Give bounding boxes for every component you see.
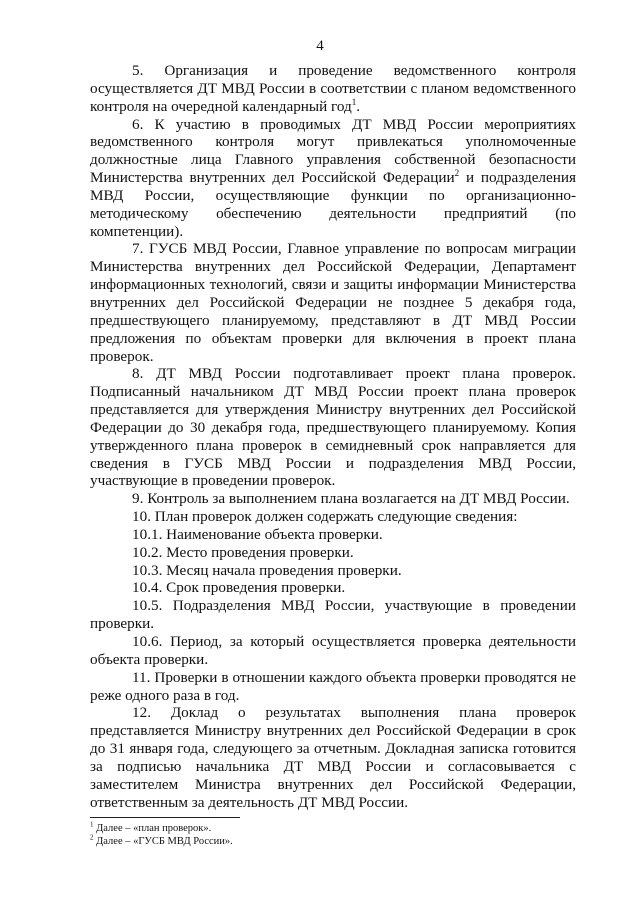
page-number: 4: [316, 38, 324, 54]
footnote-ref-2: 2: [454, 168, 460, 178]
footnote-divider: [90, 817, 240, 818]
paragraph-10-4: 10.4. Срок проведения проверки.: [132, 579, 346, 597]
footnotes: [90, 822, 576, 848]
paragraph-10-2: 10.2. Место проведения проверки.: [132, 543, 354, 561]
paragraph-7: 7. ГУСБ МВД России, Главное управление по вопросам миграции Министерства внутренних дел Российской Федерации, Департамент информационных технологий, связи и защиты информации Министерства внутренних дел Российской Федерации не позднее 5 декабря года, предшествующего планируемому, представляют в ДТ МВД России предложения по объектам проверки для включения в проект плана проверок.: [90, 240, 576, 365]
paragraph-8: 8. ДТ МВД России подготавливает проект плана проверок. Подписанный начальником ДТ МВД России проект плана проверок представляется для утверждения Министру внутренних дел Российской Федерации до 30 декабря года, предшествующего планируемому. Копия утвержденного плана проверок в семидневный срок направляется для сведения в ГУСБ МВД России и подразделения МВД России, участвующие в проведении проверок.: [90, 365, 576, 490]
footnote-ref-1: 1: [351, 96, 357, 107]
paragraph-10-5: 10.5. Подразделения МВД России, участвующие в проведении проверки.: [90, 597, 576, 633]
paragraph-10-1: 10.1. Наименование объекта проверки.: [132, 525, 383, 543]
paragraph-6: 6. К участию в проводимых ДТ МВД России мероприятиях ведомственного контроля могут привлекаться уполномоченные должностные лица Главного управления собственной безопасности Министерства внутренних дел Российской Федерации$^2$ и подразделения МВД России, осуществляющие функции по организационно-методическому обеспечению деятельности предприятий (по компетенции).: [90, 115, 576, 240]
paragraph-9: 9. Контроль за выполнением плана возлагается на ДТ МВД России.: [132, 490, 570, 508]
footnote-1: $^1$ Далее – «план проверок».: [90, 820, 212, 834]
paragraph-10-6: 10.6. Период, за который осуществляется проверка деятельности объекта проверки.: [90, 633, 576, 668]
document-body: [90, 62, 576, 811]
paragraph-12: 12. Доклад о результатах выполнения плана проверок представляется Министру внутренних дел Российской Федерации в срок до 31 января года, следующего за отчетным. Докладная записка готовится за подписью начальника ДТ МВД России и согласовывается с заместителем Министра внутренних дел Российской Федерации, ответственным за деятельность ДТ МВД России.: [90, 704, 576, 811]
paragraph-5: 5. Организация и проведение ведомственного контроля осуществляется ДТ МВД России в соответствии с планом ведомственного контроля на очередной календарный год$^1$.: [90, 62, 576, 115]
paragraph-10-3: 10.3. Месяц начала проведения проверки.: [132, 561, 402, 579]
footnote-2: $^2$ Далее – «ГУСБ МВД России».: [90, 833, 233, 847]
paragraph-11: 11. Проверки в отношении каждого объекта проверки проводятся не реже одного раза в год.: [90, 668, 576, 704]
paragraph-10: 10. План проверок должен содержать следующие сведения:: [132, 508, 518, 526]
